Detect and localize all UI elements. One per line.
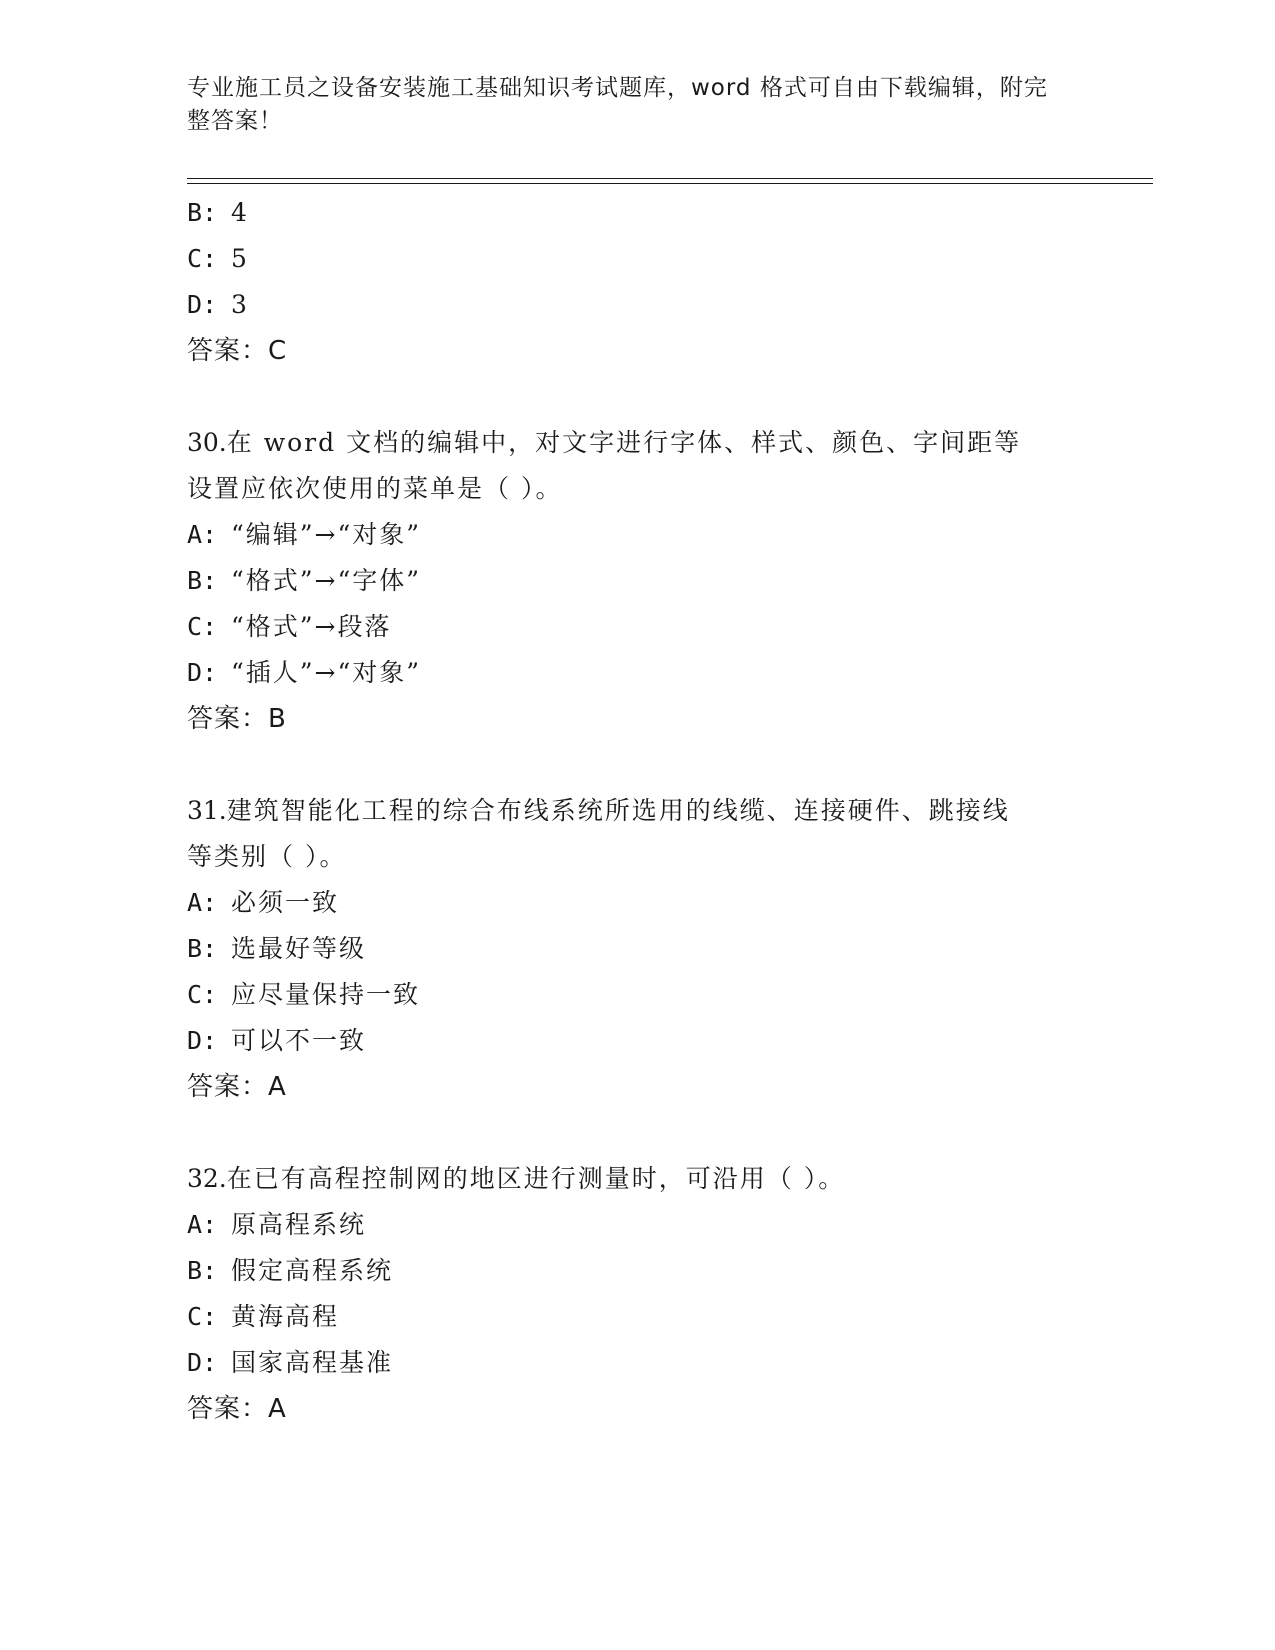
question-text: 在 word 文档的编辑中，对文字进行字体、样式、颜色、字间距等 bbox=[226, 428, 1022, 457]
answer-line: 答案：B bbox=[187, 704, 287, 734]
option-row bbox=[187, 558, 1087, 604]
option-row bbox=[187, 512, 1087, 558]
question-number: 31. bbox=[187, 796, 227, 825]
option-letter: D: bbox=[187, 1348, 218, 1377]
option-letter: C: bbox=[187, 612, 218, 641]
header-rule-top bbox=[187, 178, 1153, 179]
question-number: 30. bbox=[187, 428, 227, 457]
question-stem-line-2: 等类别（ ）。 bbox=[187, 842, 347, 871]
answer-line: 答案：C bbox=[187, 336, 288, 366]
question-stem-line-1 bbox=[187, 788, 1087, 834]
question-text: 建筑智能化工程的综合布线系统所选用的线缆、连接硬件、跳接线 bbox=[226, 796, 1010, 825]
spacer bbox=[187, 374, 1087, 420]
option-text: 假定高程系统 bbox=[231, 1256, 394, 1285]
option-letter: D: bbox=[187, 658, 218, 687]
option-row bbox=[187, 880, 1087, 926]
spacer bbox=[187, 1110, 1087, 1156]
option-letter: A: bbox=[187, 888, 218, 917]
option-letter: B: bbox=[187, 1256, 218, 1285]
option-text: “插人”→“对象” bbox=[231, 658, 422, 687]
option-letter: A: bbox=[187, 1210, 218, 1239]
header-line-2: 整答案！ bbox=[187, 108, 283, 134]
spacer bbox=[187, 742, 1087, 788]
option-text: 应尽量保持一致 bbox=[231, 980, 421, 1009]
option-row bbox=[187, 1202, 1087, 1248]
option-text: 可以不一致 bbox=[231, 1026, 367, 1055]
header-rule-bottom bbox=[187, 183, 1153, 184]
option-text: 选最好等级 bbox=[231, 934, 367, 963]
option-text: 3 bbox=[231, 290, 249, 319]
option-row bbox=[187, 926, 1087, 972]
option-row bbox=[187, 604, 1087, 650]
option-text: “格式”→段落 bbox=[231, 612, 392, 641]
option-row bbox=[187, 650, 1087, 696]
question-text: 在已有高程控制网的地区进行测量时，可沿用（ ）。 bbox=[226, 1164, 846, 1193]
question-number: 32. bbox=[187, 1164, 227, 1193]
option-row bbox=[187, 1248, 1087, 1294]
question-list bbox=[187, 190, 1087, 1432]
question-29-continuation bbox=[187, 190, 1087, 374]
option-letter: A: bbox=[187, 520, 218, 549]
option-letter: B: bbox=[187, 934, 218, 963]
option-text: “格式”→“字体” bbox=[231, 566, 422, 595]
question-stem-line-1 bbox=[187, 420, 1087, 466]
header-line-1: 专业施工员之设备安装施工基础知识考试题库，word 格式可自由下载编辑，附完 bbox=[187, 75, 1048, 101]
question-31 bbox=[187, 788, 1087, 1110]
option-letter: B: bbox=[187, 198, 218, 227]
answer-line: 答案：A bbox=[187, 1394, 287, 1424]
question-stem-line-1 bbox=[187, 1156, 1087, 1202]
option-row bbox=[187, 1340, 1087, 1386]
option-row bbox=[187, 1018, 1087, 1064]
option-text: 5 bbox=[231, 244, 249, 273]
option-letter: D: bbox=[187, 290, 218, 319]
option-text: 黄海高程 bbox=[231, 1302, 340, 1331]
option-text: 必须一致 bbox=[231, 888, 340, 917]
option-row bbox=[187, 1294, 1087, 1340]
question-30 bbox=[187, 420, 1087, 742]
option-letter: C: bbox=[187, 980, 218, 1009]
answer-line: 答案：A bbox=[187, 1072, 287, 1102]
question-32 bbox=[187, 1156, 1087, 1432]
option-row bbox=[187, 282, 1087, 328]
option-row bbox=[187, 972, 1087, 1018]
option-text: “编辑”→“对象” bbox=[231, 520, 422, 549]
option-letter: B: bbox=[187, 566, 218, 595]
option-row bbox=[187, 236, 1087, 282]
question-stem-line-2: 设置应依次使用的菜单是（ ）。 bbox=[187, 474, 563, 503]
option-text: 4 bbox=[231, 198, 249, 227]
option-letter: C: bbox=[187, 244, 218, 273]
option-letter: D: bbox=[187, 1026, 218, 1055]
option-row bbox=[187, 190, 1087, 236]
option-text: 原高程系统 bbox=[231, 1210, 367, 1239]
document-header bbox=[187, 72, 1067, 138]
option-letter: C: bbox=[187, 1302, 218, 1331]
option-text: 国家高程基准 bbox=[231, 1348, 394, 1377]
